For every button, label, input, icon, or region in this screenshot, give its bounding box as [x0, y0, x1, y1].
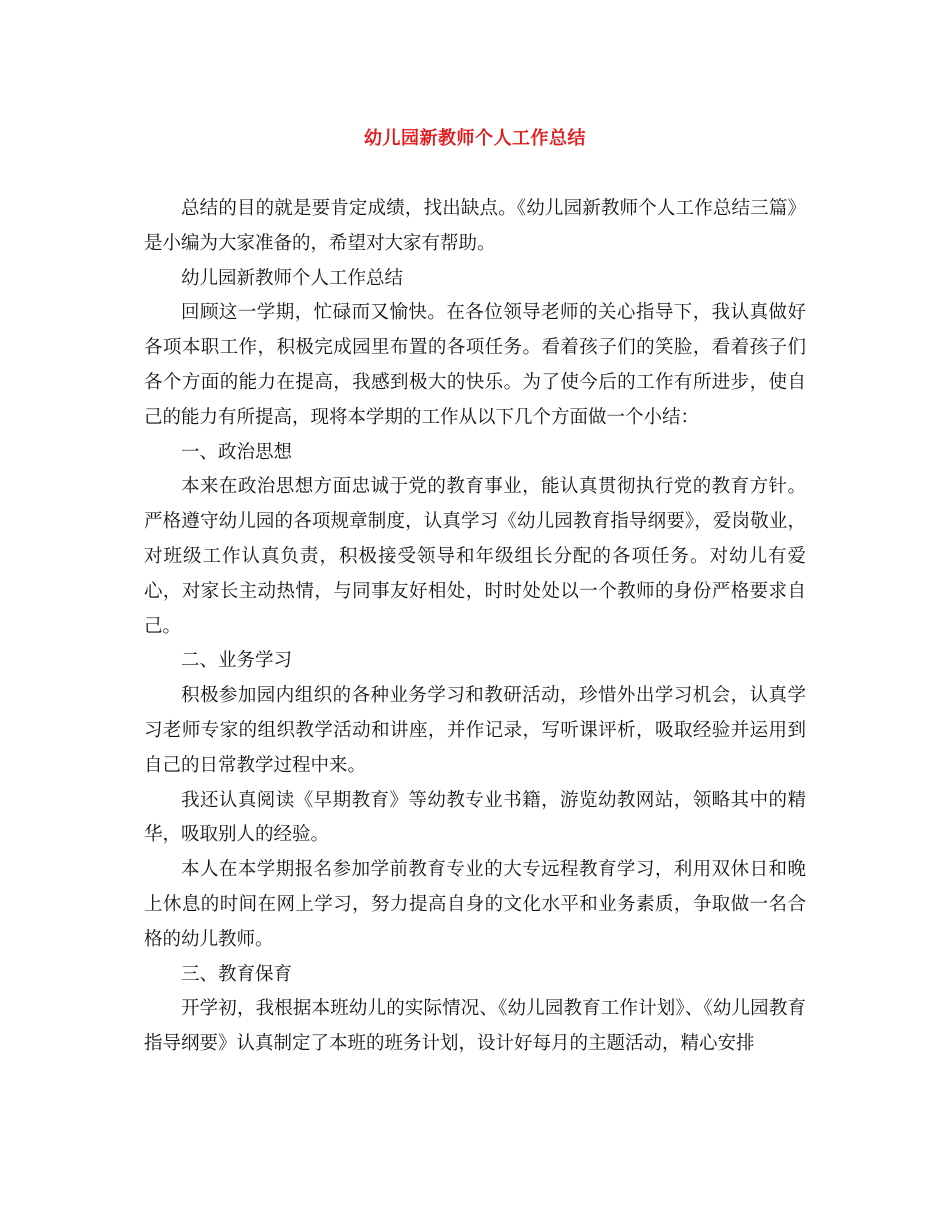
paragraph-subtitle: 幼儿园新教师个人工作总结 — [181, 267, 404, 289]
section-heading-education: 三、教育保育 — [181, 963, 293, 985]
document-title: 幼儿园新教师个人工作总结 — [364, 128, 586, 149]
section-heading-politics: 一、政治思想 — [181, 441, 293, 463]
paragraph-intro: 总结的目的就是要肯定成绩，找出缺点。《幼儿园新教师个人工作总结三篇》是小编为大家准备的，希望对大家有帮助。 — [144, 198, 806, 254]
section-heading-study: 二、业务学习 — [181, 650, 293, 672]
paragraph-study-3: 本人在本学期报名参加学前教育专业的大专远程教育学习，利用双休日和晚上休息的时间在网上学习，努力提高自身的文化水平和业务素质，争取做一名合格的幼儿教师。 — [144, 859, 806, 950]
paragraph-review: 回顾这一学期，忙碌而又愉快。在各位领导老师的关心指导下，我认真做好各项本职工作，积极完成园里布置的各项任务。看着孩子们的笑脸，看着孩子们各个方面的能力在提高，我感到极大的快乐。为了使今后的工作有所进步，使自己的能力有所提高，现将本学期的工作从以下几个方面做一个小结： — [144, 302, 806, 428]
paragraph-education: 开学初，我根据本班幼儿的实际情况、《幼儿园教育工作计划》、《幼儿园教育指导纲要》认真制定了本班的班务计划，设计好每月的主题活动，精心安排 — [144, 998, 806, 1055]
paragraph-study-2: 我还认真阅读《早期教育》等幼教专业书籍，游览幼教网站，领略其中的精华，吸取别人的经验。 — [144, 789, 806, 846]
document-body — [144, 192, 806, 1062]
paragraph-politics: 本来在政治思想方面忠诚于党的教育事业，能认真贯彻执行党的教育方针。严格遵守幼儿园的各项规章制度，认真学习《幼儿园教育指导纲要》，爱岗敬业，对班级工作认真负责，积极接受领导和年级组长分配的各项任务。对幼儿有爱心，对家长主动热情，与同事友好相处，时时处处以一个教师的身份严格要求自己。 — [144, 476, 806, 637]
paragraph-study-1: 积极参加园内组织的各种业务学习和教研活动，珍惜外出学习机会，认真学习老师专家的组织教学活动和讲座，并作记录，写听课评析，吸取经验并运用到自己的日常教学过程中来。 — [144, 685, 806, 776]
